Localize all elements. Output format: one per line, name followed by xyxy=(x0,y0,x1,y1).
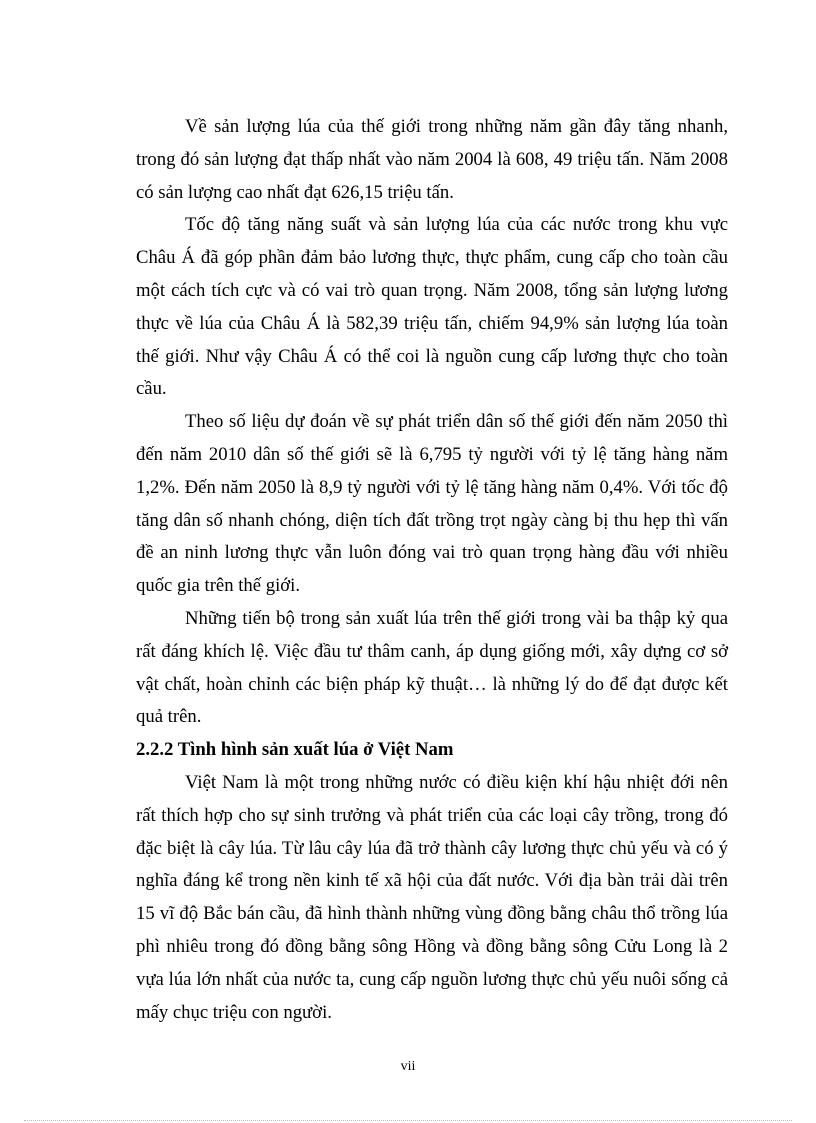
paragraph-progress: Những tiến bộ trong sản xuất lúa trên thế giới trong vài ba thập kỷ qua rất đáng khích lệ. Việc đầu tư thâm canh, áp dụng giống mới, xây dựng cơ sở vật chất, hoàn chỉnh các biện pháp kỹ thuật… là những lý do để đạt được kết quả trên. xyxy=(136,607,728,728)
page-bottom-divider xyxy=(24,1120,792,1121)
paragraph-vietnam-rice: Việt Nam là một trong những nước có điều kiện khí hậu nhiệt đới nên rất thích hợp cho sự sinh trưởng và phát triển của các loại cây trồng, trong đó đặc biệt là cây lúa. Từ lâu cây lúa đã trở thành cây lương thực chủ yếu và có ý nghĩa đáng kể trong nền kinh tế xã hội của đất nước. Với địa bàn trải dài trên 15 vĩ độ Bắc bán cầu, đã hình thành những vùng đồng bằng châu thổ trồng lúa phì nhiêu trong đó đồng bằng sông Hồng và đồng bằng sông Cửu Long là 2 vựa lúa lớn nhất của nước ta, cung cấp nguồn lương thực chủ yếu nuôi sống cả mấy chục triệu con người. xyxy=(136,771,728,1023)
paragraph-world-rice-output: Về sản lượng lúa của thế giới trong những năm gần đây tăng nhanh, trong đó sản lượng đạt thấp nhất vào năm 2004 là 608, 49 triệu tấn. Năm 2008 có sản lượng cao nhất đạt 626,15 triệu tấn. xyxy=(136,116,728,203)
section-heading: 2.2.2 Tình hình sản xuất lúa ở Việt Nam xyxy=(136,739,454,761)
paragraph-asia-productivity: Tốc độ tăng năng suất và sản lượng lúa của các nước trong khu vực Châu Á đã góp phần đảm bảo lương thực, thực phẩm, cung cấp cho toàn cầu một cách tích cực và có vai trò quan trọng. Năm 2008, tổng sản lượng lương thực về lúa của Châu Á là 582,39 triệu tấn, chiếm 94,9% sản lượng lúa toàn thế giới. Như vậy Châu Á có thể coi là nguồn cung cấp lương thực cho toàn cầu. xyxy=(136,214,728,400)
page-number: vii xyxy=(400,1059,416,1074)
page-body xyxy=(136,111,728,1029)
paragraph-population-forecast: Theo số liệu dự đoán về sự phát triển dân số thế giới đến năm 2050 thì đến năm 2010 dân số thế giới sẽ là 6,795 tỷ người với tỷ lệ tăng hàng năm 1,2%. Đến năm 2050 là 8,9 tỷ người với tỷ lệ tăng hàng năm 0,4%. Với tốc độ tăng dân số nhanh chóng, diện tích đất trồng trọt ngày càng bị thu hẹp thì vấn đề an ninh lương thực vẫn luôn đóng vai trò quan trọng hàng đầu với nhiều quốc gia trên thế giới. xyxy=(136,411,728,597)
